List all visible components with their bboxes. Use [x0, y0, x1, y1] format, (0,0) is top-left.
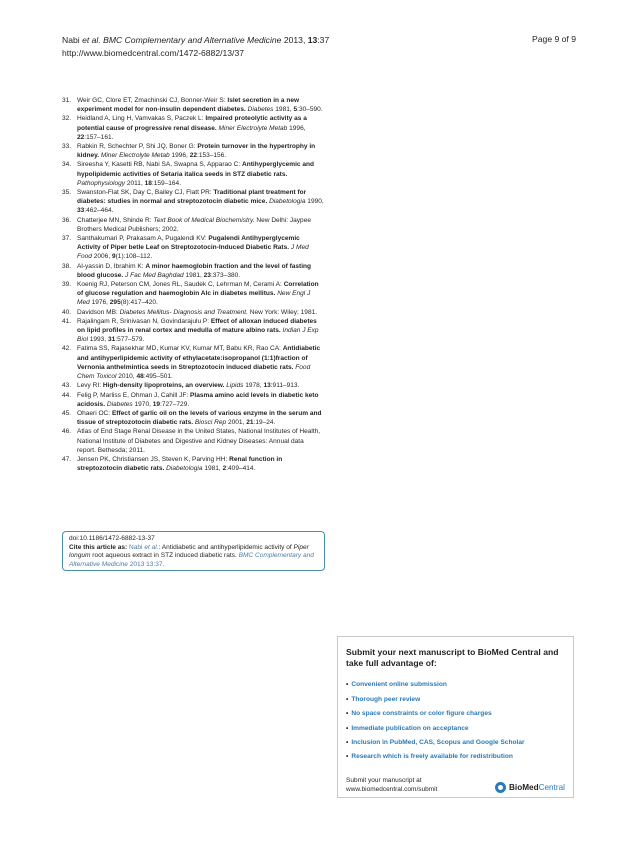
reference-text: Davidson MB: Diabetes Mellitus- Diagnosis and Treatment. New York: Wiley; 1981. [77, 308, 318, 316]
promo-benefit-item: • Research which is freely available for redistribution [346, 753, 513, 761]
bullet-icon: • [346, 681, 349, 689]
reference-item [62, 308, 324, 317]
reference-item [62, 381, 324, 390]
reference-item [62, 280, 324, 308]
reference-number: 43. [62, 382, 72, 390]
reference-item [62, 317, 324, 345]
reference-text: Atlas of End Stage Renal Disease in the United States, National Institutes of Health, National Institute of Diabetes and Digestive and Kidney Diseases: Annual data report. Bethesda; 2011. [77, 428, 321, 454]
reference-text: Rabkin R, Schechter P, Shi JQ, Boner G: Protein turnover in the hypertrophy in kidney. Miner Electrolyte Metab 1996, 22:153–156. [77, 143, 316, 160]
reference-text: Heidland A, Ling H, Vamvakas S, Paczek L: Impaired proteolytic activity as a potential cause of progressive renal disease. Miner Electrolyte Metab 1996, 22:157–161. [77, 115, 307, 141]
promo-benefit-item: • Immediate publication on acceptance [346, 724, 469, 732]
promo-benefits-list [346, 678, 565, 764]
promo-benefit-item: • Thorough peer review [346, 695, 421, 703]
bullet-icon: • [346, 724, 349, 732]
promo-footer: Submit your manuscript at www.biomedcentral.com/submit [346, 777, 438, 793]
running-header [62, 34, 329, 59]
reference-number: 31. [62, 97, 72, 104]
citation-box [62, 531, 325, 571]
reference-text: Santhakumari P, Prakasam A, Pugalendi KV: Pugalendi Antihyperglycemic Activity of Piper betle Leaf on Streptozotocin-Induced Diabetic Rats. J Med Food 2006, 9(1):108–112. [77, 235, 309, 261]
header-url[interactable]: http://www.biomedcentral.com/1472-6882/13/37 [62, 47, 245, 58]
submit-url[interactable]: www.biomedcentral.com/submit [346, 785, 438, 793]
reference-number: 37. [62, 235, 72, 243]
bullet-icon: • [346, 710, 349, 718]
reference-number: 44. [62, 391, 72, 399]
cite-this-article: Cite this article as: Nabi et al.: Antidiabetic and antihyperlipidemic activity of Piper longum root aqueous extract in STZ induced diabetic rats. BMC Complementary and Alternative Medicine 2013 13:37. [69, 543, 314, 568]
submission-promo-box [337, 636, 574, 798]
reference-text: Rajalingam R, Srinivasan N, Govindarajulu P: Effect of alloxan induced diabetes on lipid profiles in renal cortex and medulla of mature albino rats. Indian J Exp Biol 1993, 31:577–579. [77, 317, 319, 344]
reference-text: Jensen PK, Christiansen JS, Steven K, Parving HH: Renal function in streptozotocin diabetic rats. Diabetologia 1981, 2:409–414. [77, 455, 283, 473]
reference-text: Chatterjee MN, Shinde R: Text Book of Medical Biochemistry. New Delhi: Jaypee Brothers Medical Publishers; 2002. [77, 216, 311, 233]
reference-text: Ohaeri OC: Effect of garlic oil on the levels of various enzyme in the serum and tissue of streptozotocin diabetic rats. Biosci Rep 2001, 21:19–24. [77, 409, 322, 427]
promo-benefit-item: • No space constraints or color figure charges [346, 710, 492, 718]
reference-item [62, 455, 324, 473]
reference-item [62, 262, 324, 280]
reference-list [62, 96, 324, 473]
reference-number: 38. [62, 262, 72, 270]
bullet-icon: • [346, 753, 349, 761]
reference-item [62, 188, 324, 216]
reference-number: 40. [62, 308, 72, 316]
reference-number: 42. [62, 345, 72, 353]
reference-number: 36. [62, 216, 72, 224]
reference-number: 34. [62, 161, 72, 169]
reference-item [62, 234, 324, 262]
reference-number: 32. [62, 115, 72, 123]
biomed-logo-icon [495, 782, 506, 793]
bullet-icon: • [346, 739, 349, 747]
header-citation: Nabi et al. BMC Complementary and Alternative Medicine 2013, 13:37 [62, 35, 330, 45]
reference-text: Levy RI: High-density lipoproteins, an overview. Lipids 1978, 13:911–913. [77, 382, 300, 390]
biomed-central-logo: BioMed Central [495, 782, 565, 793]
reference-number: 45. [62, 409, 72, 417]
reference-text: Weir GC, Clore ET, Zmachinski CJ, Bonner-Weir S: Islet secretion in a new experiment model for non-insulin dependent diabetes. Diabetes 1981, 5:30–590. [77, 97, 323, 114]
reference-item [62, 409, 324, 427]
reference-item [62, 96, 324, 114]
page-number: Page 9 of 9 [532, 34, 576, 44]
reference-number: 35. [62, 189, 72, 197]
reference-text: Al-yassin D, Ibrahim K: A minor haemoglobin fraction and the level of fasting blood glucose. J Fac Med Baghdad 1981, 23:373–380. [77, 262, 312, 279]
reference-text: Fatima SS, Rajasekhar MD, Kumar KV, Kumar MT, Babu KR, Rao CA: Antidiabetic and antihyperlipidemic activity of ethylacetate:isopropanol (1:1)fraction of Vernonia anthelmintica seeds in Streptozotocin induced diabetic rats. Food Chem Toxicol 2010, 48:495–501. [77, 345, 321, 381]
bullet-icon: • [346, 695, 349, 703]
reference-number: 39. [62, 281, 72, 289]
promo-benefit-item: • Convenient online submission [346, 681, 447, 689]
reference-item [62, 344, 324, 381]
promo-title: Submit your next manuscript to BioMed Central and take full advantage of: [346, 647, 559, 669]
reference-number: 41. [62, 317, 72, 325]
doi[interactable]: doi:10.1186/1472-6882-13-37 [69, 535, 155, 542]
reference-text: Koenig RJ, Peterson CM, Jones RL, Saudek C, Lehrman M, Cerami A: Correlation of glucose regulation and haemoglobin Alc in diabetes mellitus. New Engl J Med 1976, 295(8):417–420. [77, 281, 319, 307]
promo-benefit-item: • Inclusion in PubMed, CAS, Scopus and Google Scholar [346, 739, 525, 747]
reference-number: 47. [62, 455, 72, 463]
reference-number: 33. [62, 143, 72, 151]
reference-number: 46. [62, 428, 72, 436]
reference-item [62, 114, 324, 142]
reference-item [62, 142, 324, 160]
reference-text: Felig P, Marliss E, Ohman J, Cahill JF: Plasma amino acid levels in diabetic keto acidosis. Diabetes 1970, 19:727–729. [77, 391, 319, 408]
reference-item [62, 391, 324, 409]
reference-text: Sireesha Y, Kasetti RB, Nabi SA, Swapna S, Apparao C: Antihyperglycemic and hypolipidemic activities of Setaria italica seeds in STZ diabetic rats. Pathophysiology 2011, 18:159–164. [77, 161, 315, 187]
reference-text: Swanston-Flat SK, Day C, Bailey CJ, Flatt PR: Traditional plant treatment for diabetes: studies in normal and streptozotocin diabetic mice. Diabetologia 1990, 33:462–464. [77, 189, 324, 215]
reference-item [62, 427, 324, 455]
reference-item [62, 160, 324, 188]
reference-item [62, 216, 324, 234]
